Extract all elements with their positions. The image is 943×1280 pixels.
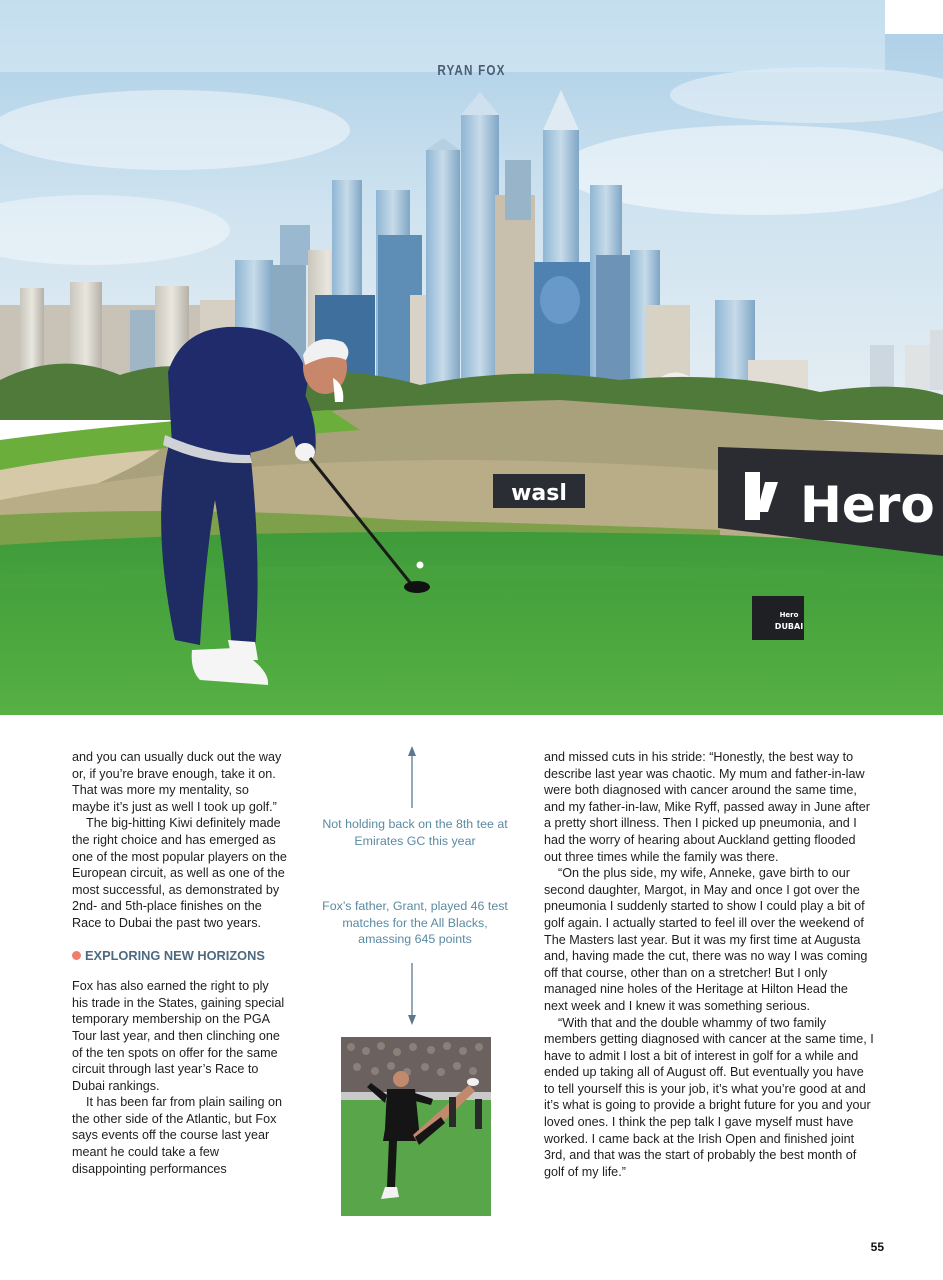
section-subhead bbox=[72, 948, 288, 965]
page-number: 55 bbox=[870, 1240, 884, 1254]
bullet-dot-icon bbox=[72, 951, 81, 960]
article-column-right bbox=[544, 749, 874, 1180]
wasl-sign bbox=[493, 474, 585, 508]
arrow-down-icon bbox=[406, 963, 418, 1025]
paragraph: “With that and the double whammy of two family members getting diagnosed with cancer at the same time, I have to admit I lost a bit of interest in golf for a while and ended up taking all of August off. But eventually you have to tell yourself this is your job, it’s what you’re good at and it’s what is going to provide a bright future for you and your loved ones. I think the pep talk I gave myself must have worked. I came back at the Irish Open and finished joint 3rd, and that was the start of probably the best month of golf of my life.” bbox=[544, 1015, 874, 1179]
photo-caption: Not holding back on the 8th tee at Emirates GC this year bbox=[322, 817, 508, 848]
inset-caption: Fox’s father, Grant, played 46 test matches for the All Blacks, amassing 645 points bbox=[322, 899, 508, 947]
svg-text:Hero: Hero bbox=[779, 611, 799, 619]
svg-text:Hero: Hero bbox=[800, 476, 935, 534]
running-head: RYAN FOX bbox=[437, 62, 506, 79]
page-corner bbox=[885, 0, 943, 34]
paragraph: and missed cuts in his stride: “Honestly, the best way to describe last year was chaotic. My mum and father-in-law were both diagnosed with cancer around the same time, and my father-in-law, Mike Ryff, passed away in June after a pretty short illness. Then I picked up pneumonia, and I had the worry of hearing about Auckland getting flooded out three times while the family was there. bbox=[544, 750, 870, 864]
tee-marker-box bbox=[752, 596, 804, 640]
paragraph: It has been far from plain sailing on the other side of the Atlantic, but Fox says events off the course last year meant he could take a few disappointing performances bbox=[72, 1095, 283, 1176]
paragraph: The big-hitting Kiwi definitely made the right choice and has emerged as one of the most popular players on the European circuit, as well as one of the most successful, as demonstrated by 2nd- and 5th-place finishes on the Race to Dubai the past two years. bbox=[72, 816, 287, 930]
arrow-up-icon bbox=[406, 746, 418, 808]
inset-photo bbox=[341, 1037, 491, 1216]
paragraph: and you can usually duck out the way or, if you’re brave enough, take it on. That was more my mentality, so maybe it’s just as well I took up golf.” bbox=[72, 750, 282, 814]
paragraph: Fox has also earned the right to ply his trade in the States, gaining special temporary membership on the PGA Tour last year, and then clinching one of the ten spots on offer for the same circuit through last year’s Race to Dubai rankings. bbox=[72, 979, 285, 1093]
svg-text:wasl: wasl bbox=[511, 481, 567, 506]
article-column-left bbox=[72, 749, 288, 1177]
svg-text:DUBAI: DUBAI bbox=[774, 622, 804, 631]
paragraph: “On the plus side, my wife, Anneke, gave birth to our second daughter, Margot, in May and once I got over the pneumonia I suddenly started to show I could play a bit of golf again. I actually started to feel ill over the weekend of The Masters last year. But it was my first time at Augusta and, having made the cut, there was no way I was coming off that course, other than on a stretcher! But I only managed nine holes of the Heritage at Hilton Head the next week and I knew it was something serious. bbox=[544, 866, 868, 1013]
subhead-text: EXPLORING NEW HORIZONS bbox=[85, 947, 265, 963]
